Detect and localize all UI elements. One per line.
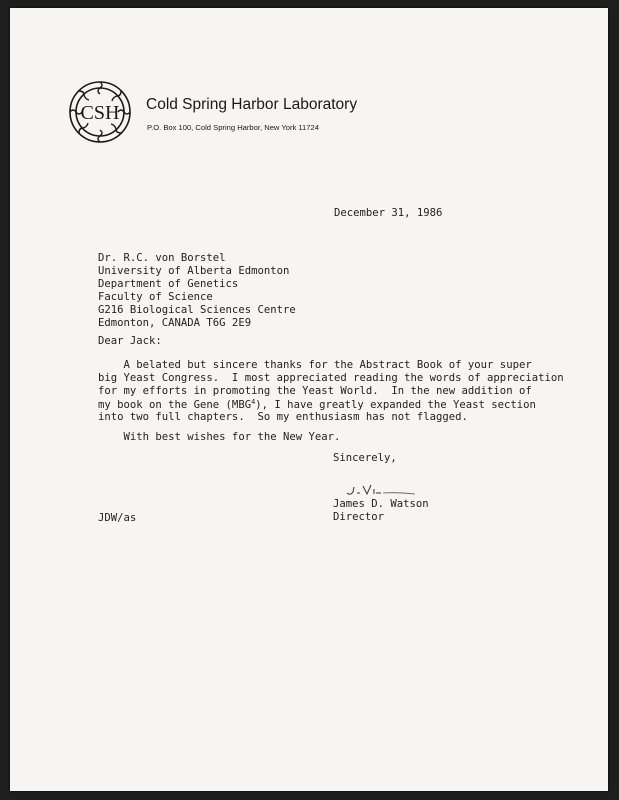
letter-date: December 31, 1986	[334, 207, 443, 219]
recipient-name: Dr. R.C. von Borstel	[98, 252, 226, 264]
recipient-faculty: Faculty of Science	[98, 291, 213, 303]
closing: Sincerely,	[333, 452, 397, 464]
signer-title: Director	[333, 511, 385, 523]
logo-text: CSH	[80, 102, 120, 124]
body-paragraph-2: With best wishes for the New Year.	[98, 431, 341, 443]
organization-address: P.O. Box 100, Cold Spring Harbor, New York 11724	[147, 123, 319, 132]
letter-page	[10, 8, 608, 791]
body-line-4-b: ), I have greatly expanded the Yeast section	[255, 399, 536, 411]
csh-logo-icon	[60, 72, 140, 152]
recipient-city: Edmonton, CANADA T6G 2E9	[98, 317, 252, 329]
salutation: Dear Jack:	[98, 335, 162, 347]
signer-name: James D. Watson	[333, 498, 429, 510]
recipient-university: University of Alberta Edmonton	[98, 265, 290, 277]
organization-name: Cold Spring Harbor Laboratory	[146, 96, 358, 113]
body-line-3: for my efforts in promoting the Yeast World. In the new addition of	[98, 385, 532, 397]
handwritten-signature	[343, 481, 423, 499]
body-line-5: into two full chapters. So my enthusiasm has not flagged.	[98, 411, 468, 423]
recipient-building: G216 Biological Sciences Centre	[98, 304, 296, 316]
footnote-superscript: 4	[251, 398, 256, 406]
body-line-2: big Yeast Congress. I most appreciated reading the words of appreciation	[98, 372, 564, 384]
reference-initials: JDW/as	[98, 512, 137, 524]
recipient-department: Department of Genetics	[98, 278, 239, 290]
body-line-4	[98, 398, 536, 411]
body-line-1: A belated but sincere thanks for the Abstract Book of your super	[98, 359, 532, 371]
body-line-4-a: my book on the Gene (MBG	[98, 399, 252, 411]
